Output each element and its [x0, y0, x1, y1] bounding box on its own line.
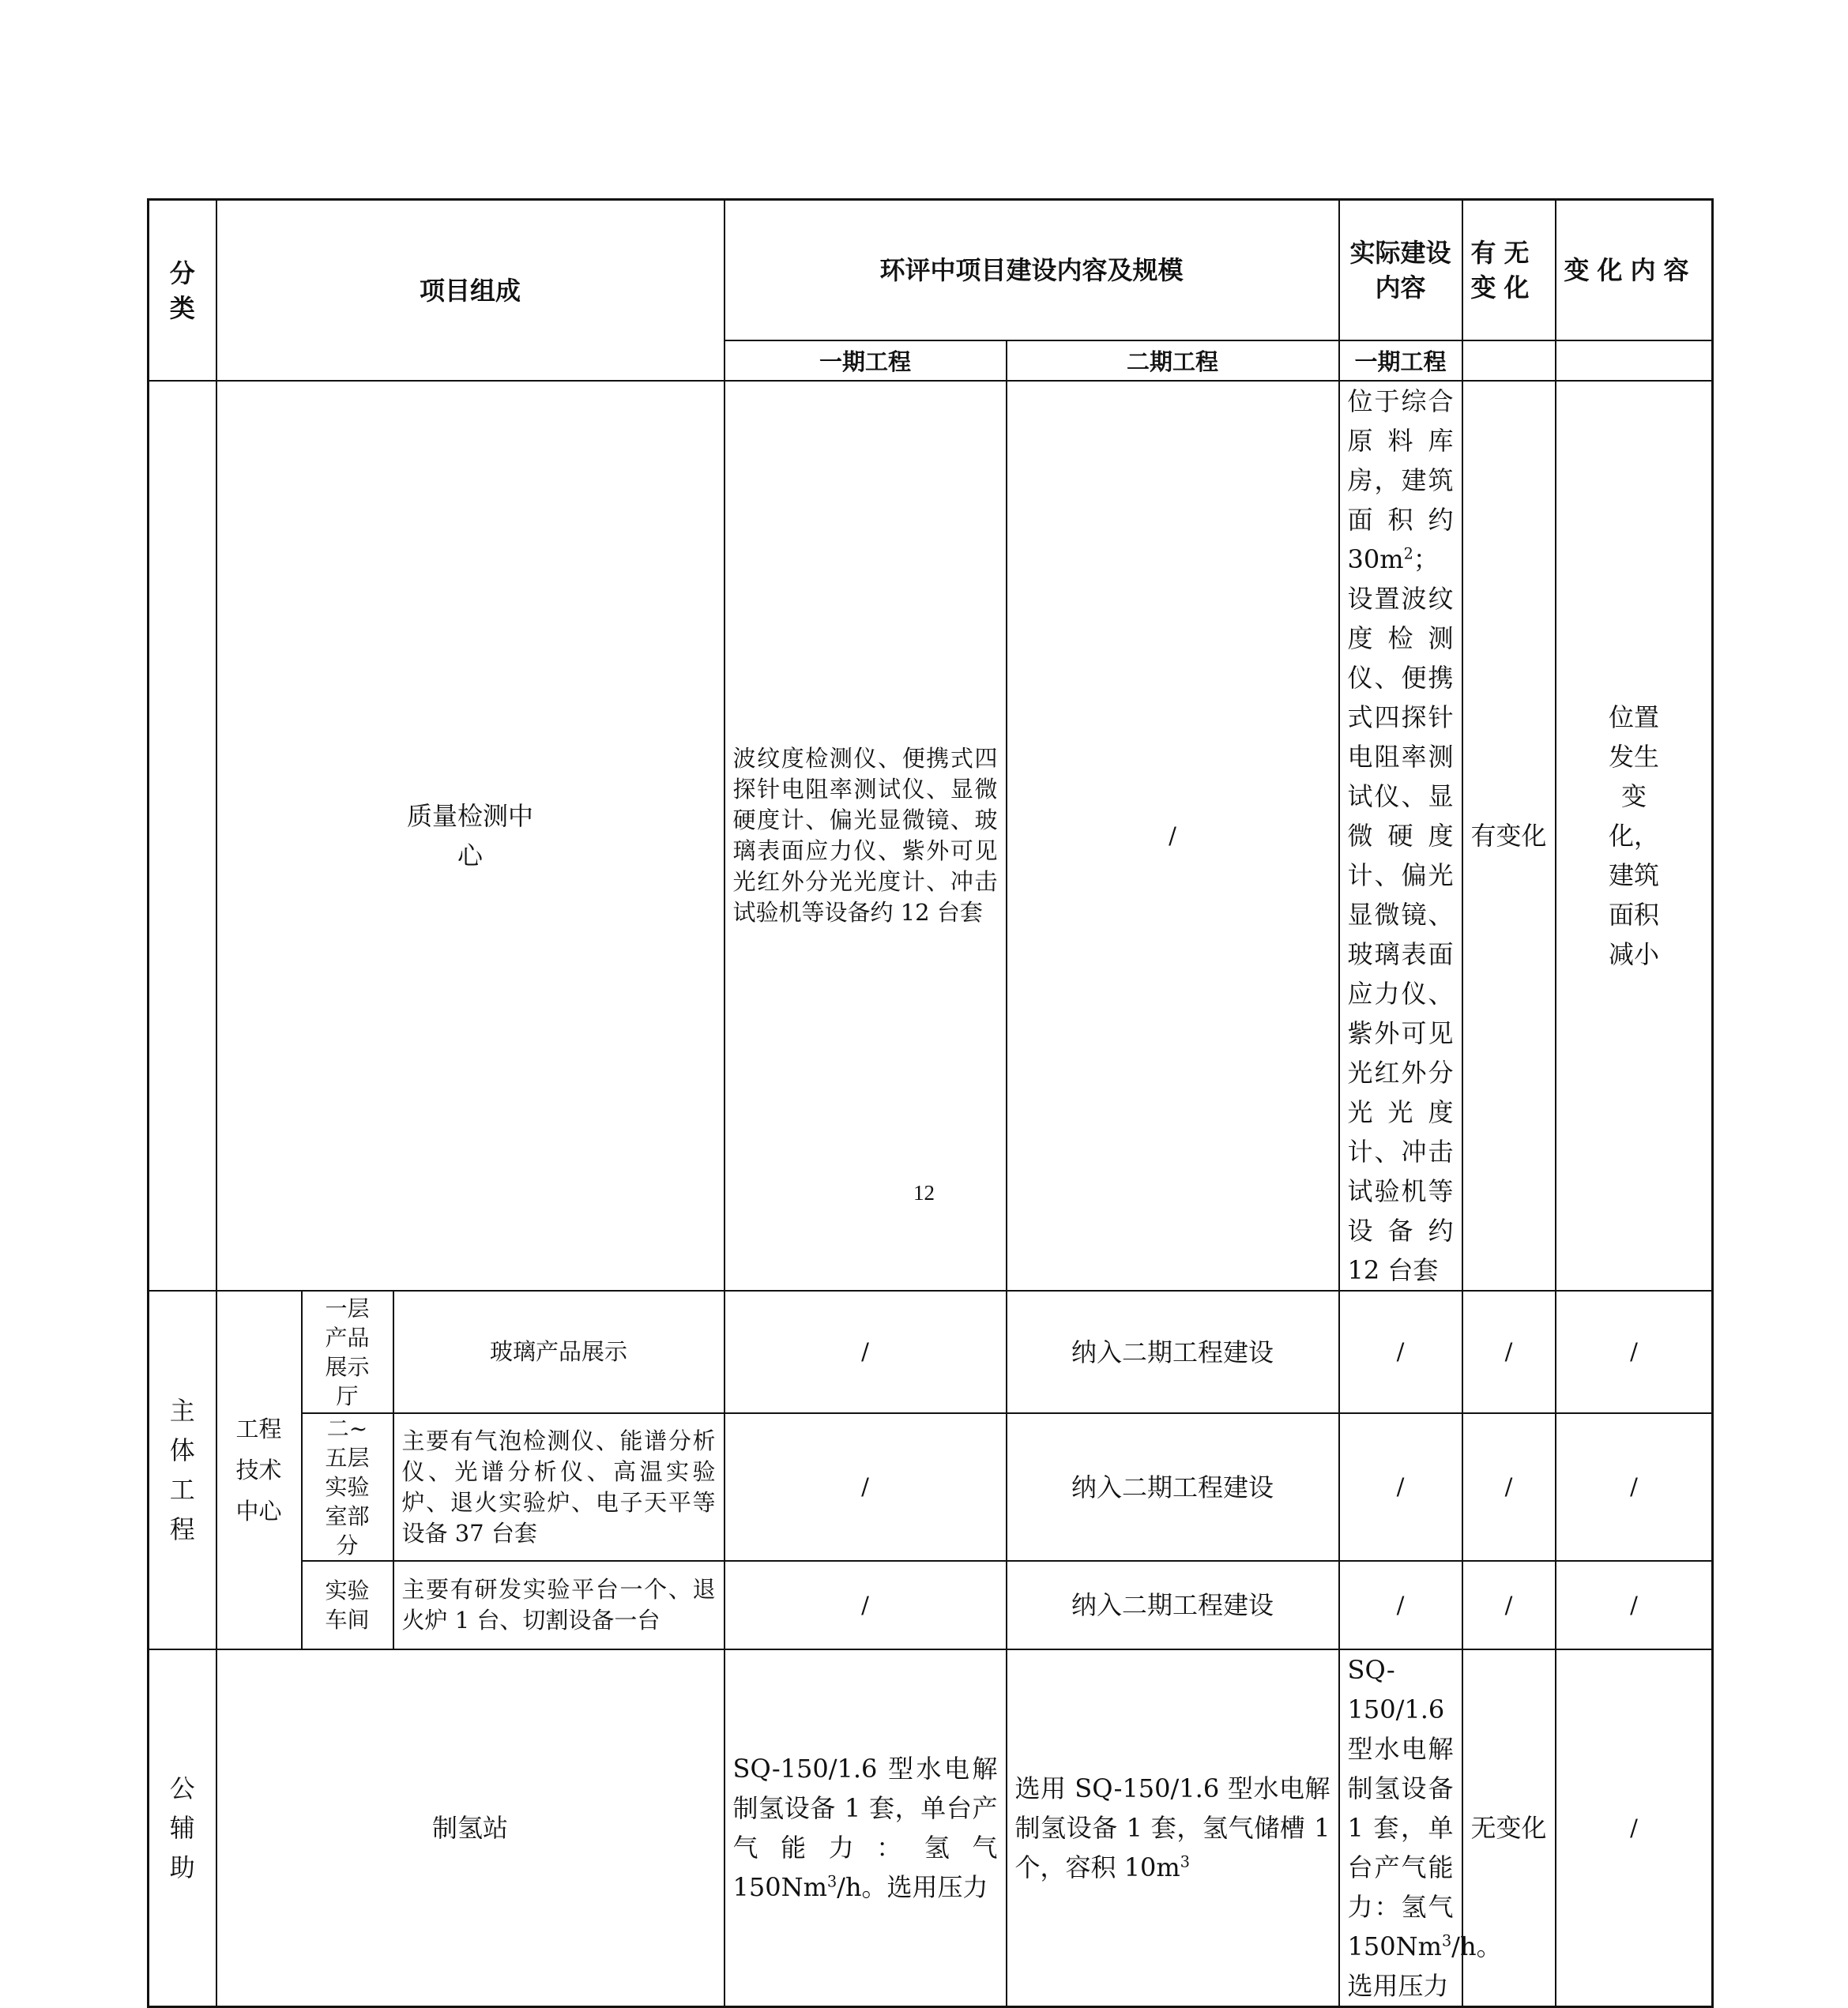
exhibit-name-text: 一层产品展示厅: [325, 1295, 370, 1409]
page-number: 12: [913, 1181, 935, 1205]
hydrogen-actual-sup: 3: [1441, 1931, 1452, 1950]
quality-actual-a: 位于综合原料库房，建筑面积约 30m: [1347, 386, 1454, 574]
table-row: [149, 1413, 1713, 1561]
table-row: [149, 1291, 1713, 1413]
header-composition: 项目组成: [216, 200, 725, 382]
hydrogen-actual: [1339, 1649, 1502, 2007]
hydrogen-change-content: /: [1556, 1649, 1713, 2007]
hydrogen-category-text: 公辅助: [169, 1773, 195, 1882]
hydrogen-phase1: [725, 1649, 1007, 2007]
workshop-actual: 纳入二期工程建设: [1007, 1561, 1339, 1649]
workshop-name-text: 实验车间: [325, 1577, 370, 1633]
exhibit-reason: /: [1556, 1291, 1713, 1413]
workshop-phase1: 主要有研发实验平台一个、退火炉 1 台、切割设备一台: [393, 1561, 725, 1649]
quality-change-content: [1556, 381, 1713, 1291]
labs-actual: 纳入二期工程建设: [1007, 1413, 1339, 1561]
subheader-actual-phase1: 一期工程: [1339, 340, 1462, 381]
workshop-phase2: /: [725, 1561, 1007, 1649]
hydrogen-phase1-a: SQ-150/1.6 型水电解制氢设备 1 套，单台产气能力：氢气 150Nm: [732, 1754, 998, 1902]
quality-actual-sup: 2: [1403, 544, 1413, 563]
header-changed: 有无变化: [1462, 200, 1556, 341]
quality-name: [216, 381, 725, 1291]
quality-name-text: 质量检测中心: [406, 801, 533, 871]
tech-center: [216, 1291, 302, 1649]
exhibit-changed: /: [1339, 1291, 1462, 1413]
subheader-phase1: 一期工程: [725, 340, 1007, 381]
header-category: [149, 200, 216, 382]
quality-phase1: 波纹度检测仪、便携式四探针电阻率测试仪、显微硬度计、偏光显微镜、玻璃表面应力仪、紫外可见光红外分光光度计、冲击试验机等设备约 12 台套: [725, 381, 1007, 1291]
table-row: [149, 1561, 1713, 1649]
hydrogen-phase2: [1007, 1649, 1339, 2007]
quality-changed: 有变化: [1462, 381, 1556, 1291]
subheader-phase2: 二期工程: [1007, 340, 1339, 381]
header-eia: 环评中项目建设内容及规模: [725, 200, 1339, 341]
main-category: [149, 1291, 216, 1649]
quality-actual-b: ；设置波纹度检测仪、便携式四探针电阻率测试仪、显微硬度计、偏光显微镜、玻璃表面应力仪、紫外可见光红外分光光度计、冲击试验机等设备约 12 台套: [1347, 544, 1454, 1285]
hydrogen-changed: 无变化: [1462, 1649, 1556, 2007]
hydrogen-phase2-sup: 3: [1180, 1852, 1190, 1871]
workshop-changed: /: [1339, 1561, 1462, 1649]
hydrogen-name: 制氢站: [216, 1649, 725, 2007]
labs-changed: /: [1339, 1413, 1462, 1561]
subheader-empty-2: [1556, 340, 1713, 381]
exhibit-name: [302, 1291, 393, 1413]
workshop-reason: /: [1556, 1561, 1713, 1649]
quality-change-content-text: 位置发生变化，建筑面积减小: [1609, 702, 1660, 969]
subheader-empty-1: [1462, 340, 1556, 381]
labs-name: [302, 1413, 393, 1561]
project-comparison-table: [147, 198, 1714, 2008]
header-actual: 实际建设内容: [1339, 200, 1462, 341]
labs-phase1: 主要有气泡检测仪、能谱分析仪、光谱分析仪、高温实验炉、退火实验炉、电子天平等设备 37 台套: [393, 1413, 725, 1561]
labs-phase2: /: [725, 1413, 1007, 1561]
hydrogen-actual-a: SQ-150/1.6 型水电解制氢设备 1 套，单台产气能力：氢气 150Nm: [1347, 1655, 1454, 1961]
hydrogen-actual-b: /h。选用压力: [1347, 1931, 1502, 2001]
labs-name-text: 二~五层实验室部分: [325, 1416, 370, 1559]
workshop-name: [302, 1561, 393, 1649]
quality-actual: [1339, 381, 1462, 1291]
tech-center-text: 工程技术中心: [235, 1416, 282, 1525]
quality-phase2: /: [1007, 381, 1339, 1291]
hydrogen-phase2-a: 选用 SQ-150/1.6 型水电解制氢设备 1 套，氢气储槽 1 个，容积 10m: [1014, 1773, 1330, 1882]
table-row: [149, 1649, 1713, 2007]
quality-category-empty: [149, 381, 216, 1291]
labs-change-content: /: [1462, 1413, 1556, 1561]
hydrogen-phase1-sup: 3: [826, 1872, 837, 1891]
exhibit-phase2: /: [725, 1291, 1007, 1413]
table-row: [149, 381, 1713, 1291]
exhibit-actual: 纳入二期工程建设: [1007, 1291, 1339, 1413]
header-category-text: 分类: [169, 258, 195, 323]
exhibit-change-content: /: [1462, 1291, 1556, 1413]
main-category-text: 主体工程: [169, 1396, 195, 1544]
labs-reason: /: [1556, 1413, 1713, 1561]
header-change-content: 变化内容: [1556, 200, 1713, 341]
workshop-change-content: /: [1462, 1561, 1556, 1649]
exhibit-phase1: 玻璃产品展示: [393, 1291, 725, 1413]
hydrogen-category: [149, 1649, 216, 2007]
hydrogen-phase1-b: /h。选用压力: [837, 1872, 988, 1902]
